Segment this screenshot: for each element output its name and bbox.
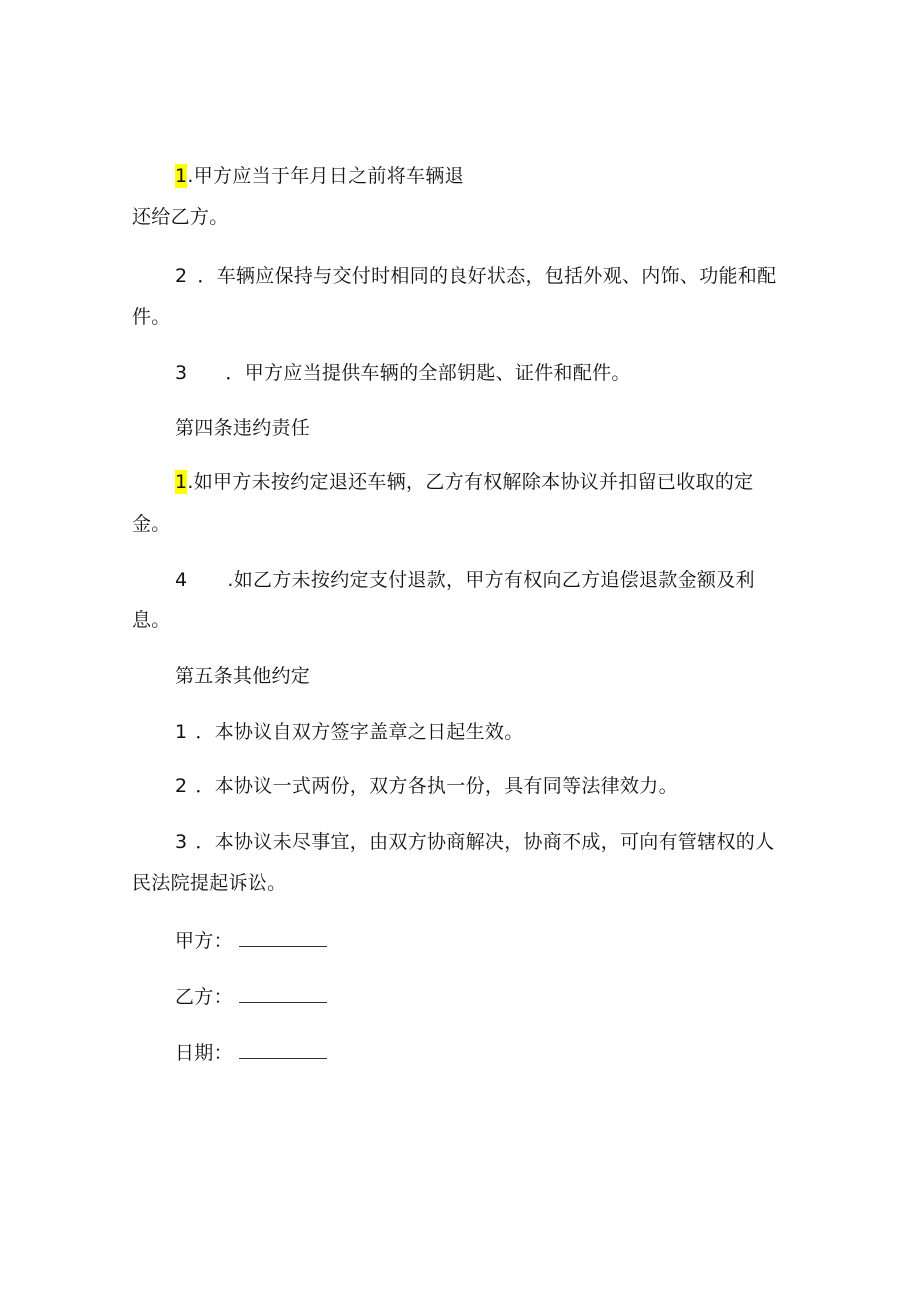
other-clause-2 [175, 774, 678, 798]
clause-number: 2 [175, 265, 188, 287]
clause-text: ．本协议未尽事宜，由双方协商解决，协商不成，可向有管辖权的人 [195, 831, 775, 853]
clause-number: 3 [175, 362, 188, 384]
clause-text: .如乙方未按约定支付退款，甲方有权向乙方追偿退款金额及利 [227, 569, 755, 591]
clause-number: 1 [175, 721, 188, 743]
clause-text: ．本协议一式两份，双方各执一份，具有同等法律效力。 [195, 775, 678, 797]
section-heading-5: 第五条其他约定 [175, 665, 311, 687]
clause-text: ．甲方应当提供车辆的全部钥匙、证件和配件。 [225, 362, 631, 384]
clause-2-line-1 [175, 264, 776, 288]
signature-blank[interactable] [239, 928, 327, 947]
clause-number: 2 [175, 775, 188, 797]
other-clause-1 [175, 720, 524, 744]
clause-1-line-1 [175, 164, 464, 188]
signature-label: 甲方： [175, 930, 233, 952]
breach-clause-1-line-2: 金。 [132, 513, 171, 535]
clause-text: .甲方应当于年月日之前将车辆退 [187, 165, 464, 187]
other-clause-3-line-1 [175, 830, 774, 854]
signature-blank[interactable] [239, 984, 327, 1003]
clause-number: 3 [175, 831, 188, 853]
clause-text: ．车辆应保持与交付时相同的良好状态，包括外观、内饰、功能和配 [197, 265, 777, 287]
clause-number: 4 [175, 569, 188, 591]
signature-party-b [175, 984, 327, 1009]
breach-clause-2-line-1 [175, 568, 755, 592]
clause-text: .如甲方未按约定退还车辆，乙方有权解除本协议并扣留已收取的定 [187, 471, 754, 493]
clause-number-highlighted: 1 [175, 471, 188, 493]
clause-1-line-2: 还给乙方。 [132, 206, 229, 228]
other-clause-3-line-2: 民法院提起诉讼。 [132, 872, 287, 894]
clause-number-highlighted: 1 [175, 165, 188, 187]
section-heading-4: 第四条违约责任 [175, 417, 311, 439]
clause-2-line-2: 件。 [132, 306, 171, 328]
signature-party-a [175, 928, 327, 953]
signature-label: 乙方： [175, 986, 233, 1008]
breach-clause-1-line-1 [175, 470, 753, 494]
clause-text: ．本协议自双方签字盖章之日起生效。 [195, 721, 524, 743]
breach-clause-2-line-2: 息。 [132, 609, 171, 631]
signature-label: 日期： [175, 1042, 233, 1064]
signature-date [175, 1040, 327, 1065]
clause-3 [175, 361, 631, 385]
date-blank[interactable] [239, 1040, 327, 1059]
